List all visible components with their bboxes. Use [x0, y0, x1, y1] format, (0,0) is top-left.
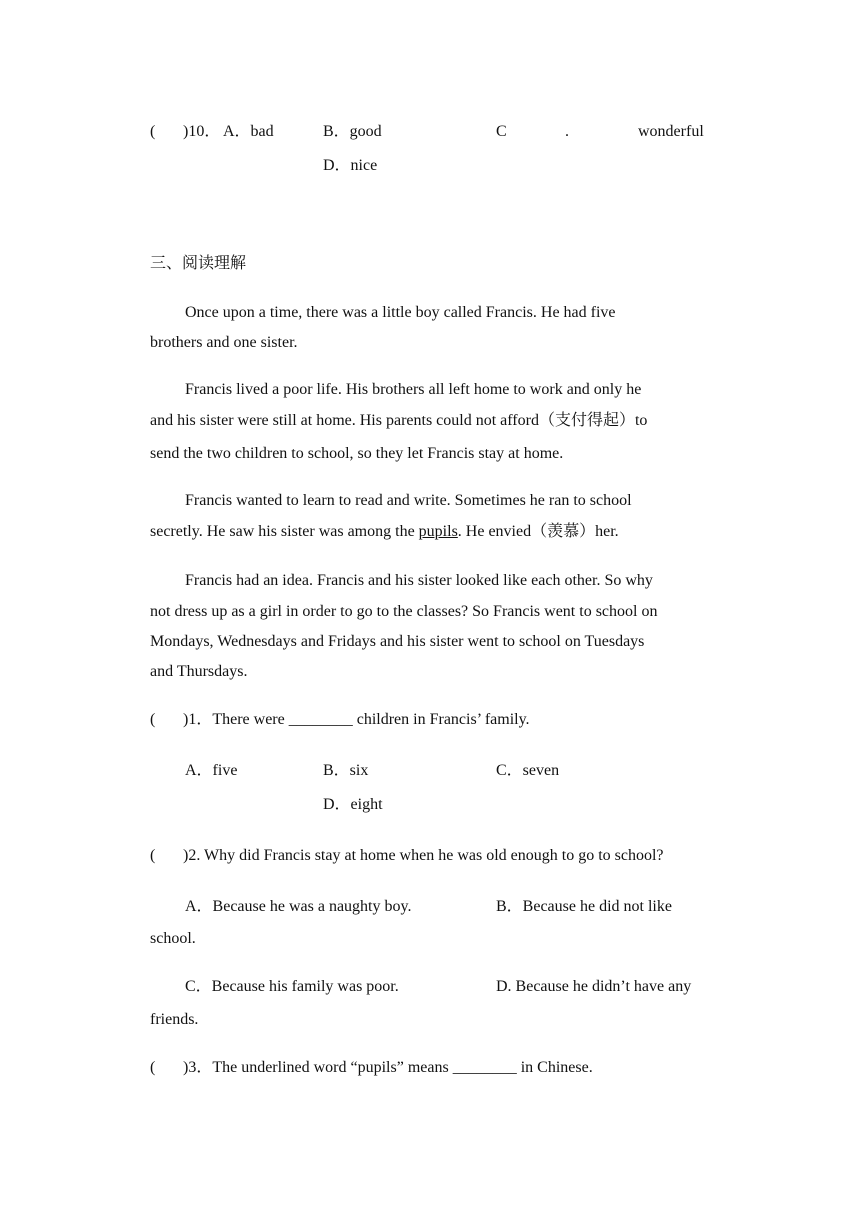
passage-line: Francis lived a poor life. His brothers all left home to work and only he: [185, 381, 642, 398]
option-a: A．five: [185, 762, 238, 779]
question-stem: )2. Why did Francis stay at home when he was old enough to go to school?: [183, 847, 664, 864]
answer-paren: (: [150, 847, 156, 864]
option-b: B．six: [323, 762, 369, 779]
passage-line: Francis had an idea. Francis and his sister looked like each other. So why: [185, 572, 653, 589]
passage-line: Mondays, Wednesdays and Fridays and his sister went to school on Tuesdays: [150, 633, 645, 650]
option-b-continued: school.: [150, 930, 196, 947]
option-a: A．Because he was a naughty boy.: [185, 898, 412, 915]
underlined-word: pupils: [418, 523, 458, 540]
option-a: A．bad: [223, 123, 274, 140]
option-c: C．Because his family was poor.: [185, 978, 399, 995]
option-d: D. Because he didn’t have any: [496, 978, 692, 995]
option-c-letter: C: [496, 123, 507, 140]
passage-line: and his sister were still at home. His parents could not afford（支付得起）to: [150, 412, 648, 429]
question-stem: )1．There were ________ children in Francis’ family.: [183, 711, 530, 728]
passage-text: . He envied（羡慕）her.: [457, 523, 619, 540]
passage-line: send the two children to school, so they let Francis stay at home.: [150, 445, 564, 462]
answer-paren: (: [150, 711, 156, 728]
option-d-continued: friends.: [150, 1011, 199, 1028]
option-b: B．good: [323, 123, 382, 140]
option-d: D．nice: [323, 157, 378, 174]
passage-line: brothers and one sister.: [150, 334, 298, 351]
option-d: D．eight: [323, 796, 383, 813]
option-b: B．Because he did not like: [496, 898, 672, 915]
passage-line: Francis wanted to learn to read and write. Sometimes he ran to school: [185, 492, 632, 509]
answer-paren: (: [150, 123, 156, 140]
answer-paren: (: [150, 1059, 156, 1076]
question-stem: )3．The underlined word “pupils” means ________ in Chinese.: [183, 1059, 593, 1076]
passage-line: not dress up as a girl in order to go to the classes? So Francis went to school on: [150, 603, 658, 620]
section-heading: 三、阅读理解: [150, 253, 247, 272]
passage-line: and Thursdays.: [150, 663, 248, 680]
question-number: )10．: [183, 123, 221, 140]
passage-line: Once upon a time, there was a little boy called Francis. He had five: [185, 304, 616, 321]
option-c-dot: .: [565, 123, 569, 140]
passage-text: secretly. He saw his sister was among the: [150, 523, 419, 540]
option-c-word: wonderful: [638, 123, 704, 140]
passage-line: [150, 522, 619, 542]
option-c: C．seven: [496, 762, 560, 779]
